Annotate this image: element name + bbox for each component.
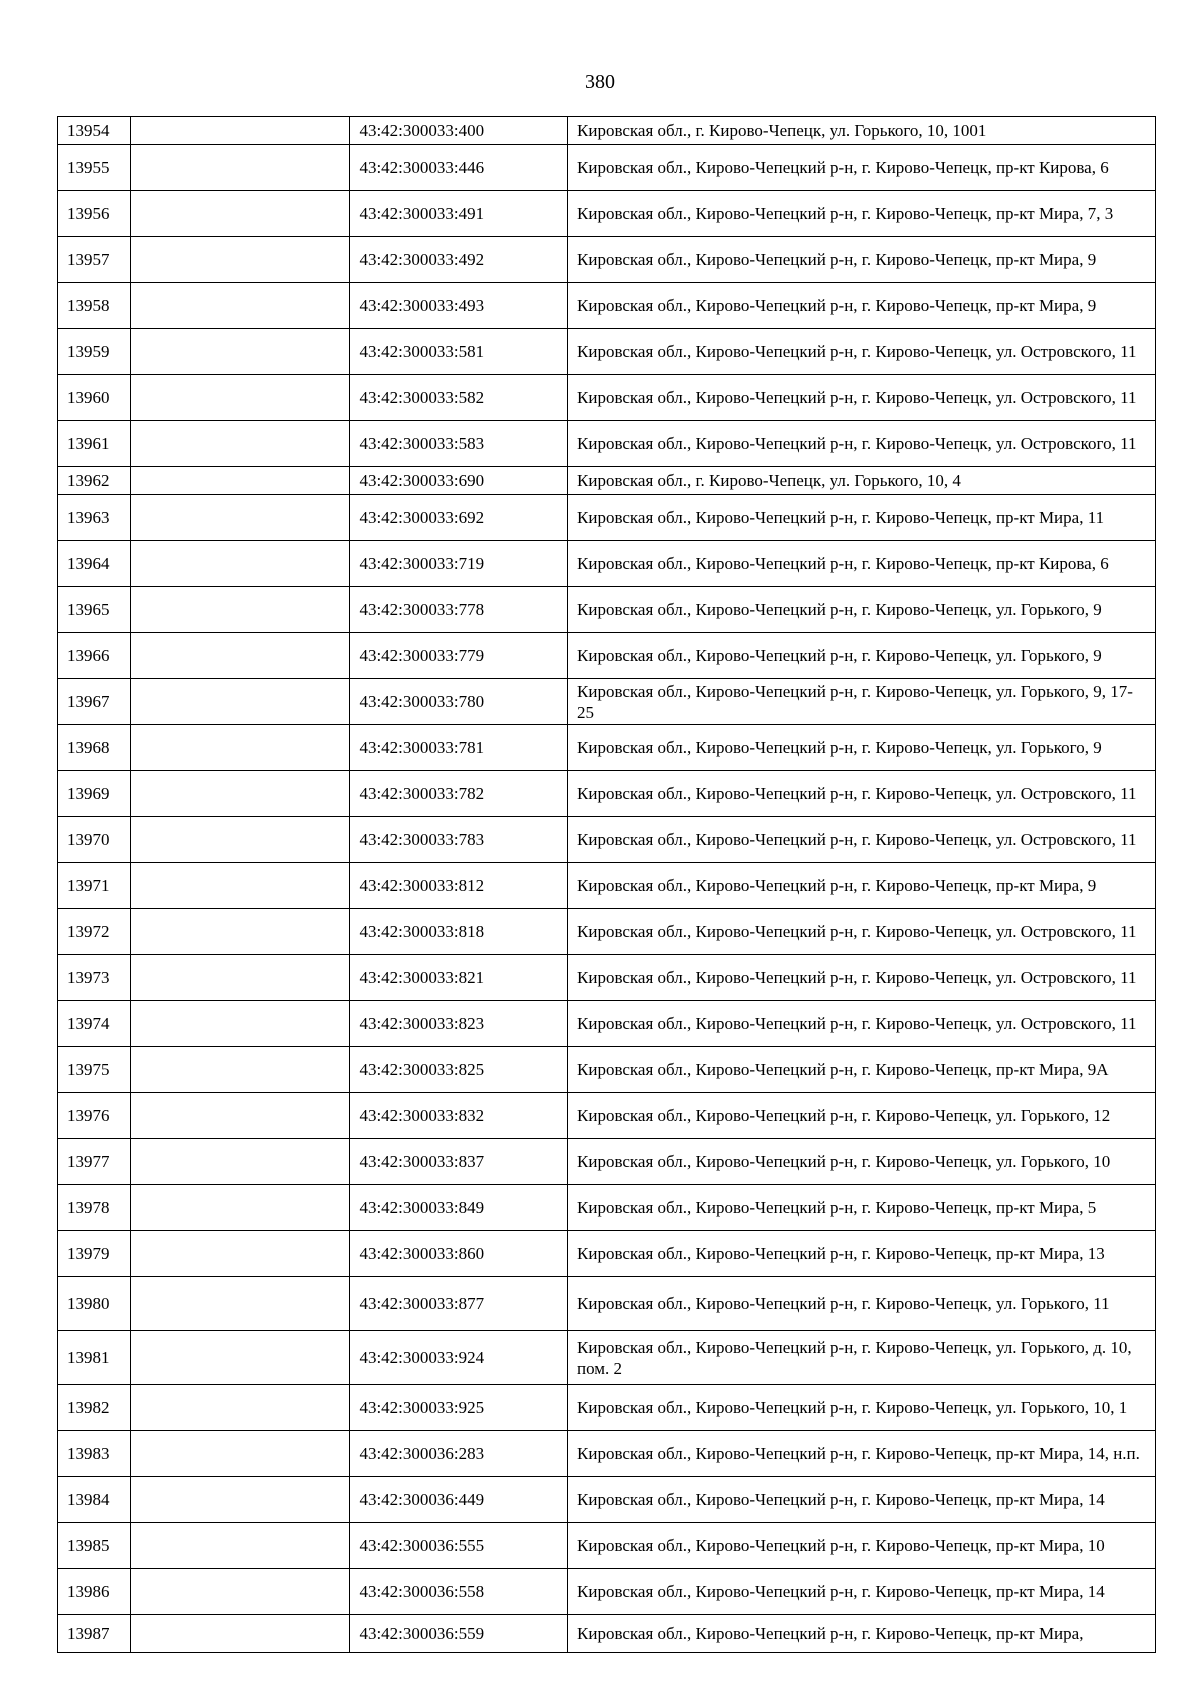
address-cell: Кировская обл., Кирово-Чепецкий р-н, г. Кирово-Чепецк, пр-кт Мира, bbox=[568, 1615, 1156, 1653]
table-row bbox=[58, 1277, 1156, 1331]
blank-cell bbox=[130, 725, 350, 771]
table-row bbox=[58, 863, 1156, 909]
table-row bbox=[58, 909, 1156, 955]
row-number-cell: 13985 bbox=[58, 1523, 131, 1569]
row-number-cell: 13978 bbox=[58, 1185, 131, 1231]
address-cell: Кировская обл., Кирово-Чепецкий р-н, г. Кирово-Чепецк, ул. Горького, 10, 1 bbox=[568, 1385, 1156, 1431]
row-number-cell: 13964 bbox=[58, 541, 131, 587]
table-row bbox=[58, 191, 1156, 237]
blank-cell bbox=[130, 467, 350, 495]
address-cell: Кировская обл., Кирово-Чепецкий р-н, г. Кирово-Чепецк, ул. Островского, 11 bbox=[568, 955, 1156, 1001]
row-number-cell: 13976 bbox=[58, 1093, 131, 1139]
table-row bbox=[58, 679, 1156, 725]
blank-cell bbox=[130, 587, 350, 633]
cadastral-number-cell: 43:42:300033:860 bbox=[350, 1231, 568, 1277]
address-cell: Кировская обл., Кирово-Чепецкий р-н, г. Кирово-Чепецк, ул. Островского, 11 bbox=[568, 909, 1156, 955]
address-cell: Кировская обл., Кирово-Чепецкий р-н, г. Кирово-Чепецк, ул. Горького, д. 10, пом. 2 bbox=[568, 1331, 1156, 1385]
address-cell: Кировская обл., Кирово-Чепецкий р-н, г. Кирово-Чепецк, ул. Островского, 11 bbox=[568, 421, 1156, 467]
table-row bbox=[58, 633, 1156, 679]
blank-cell bbox=[130, 283, 350, 329]
blank-cell bbox=[130, 1385, 350, 1431]
address-cell: Кировская обл., Кирово-Чепецкий р-н, г. Кирово-Чепецк, ул. Островского, 11 bbox=[568, 375, 1156, 421]
blank-cell bbox=[130, 1523, 350, 1569]
blank-cell bbox=[130, 909, 350, 955]
row-number-cell: 13987 bbox=[58, 1615, 131, 1653]
table-row bbox=[58, 467, 1156, 495]
table-row bbox=[58, 955, 1156, 1001]
cadastral-number-cell: 43:42:300033:582 bbox=[350, 375, 568, 421]
address-cell: Кировская обл., Кирово-Чепецкий р-н, г. Кирово-Чепецк, ул. Островского, 11 bbox=[568, 771, 1156, 817]
row-number-cell: 13983 bbox=[58, 1431, 131, 1477]
row-number-cell: 13955 bbox=[58, 145, 131, 191]
blank-cell bbox=[130, 375, 350, 421]
table-row bbox=[58, 1385, 1156, 1431]
table-row bbox=[58, 1001, 1156, 1047]
blank-cell bbox=[130, 1093, 350, 1139]
address-cell: Кировская обл., Кирово-Чепецкий р-н, г. Кирово-Чепецк, пр-кт Кирова, 6 bbox=[568, 541, 1156, 587]
blank-cell bbox=[130, 1185, 350, 1231]
address-cell: Кировская обл., Кирово-Чепецкий р-н, г. Кирово-Чепецк, пр-кт Мира, 9 bbox=[568, 863, 1156, 909]
cadastral-number-cell: 43:42:300033:818 bbox=[350, 909, 568, 955]
blank-cell bbox=[130, 237, 350, 283]
table-row bbox=[58, 817, 1156, 863]
table-row bbox=[58, 421, 1156, 467]
row-number-cell: 13961 bbox=[58, 421, 131, 467]
row-number-cell: 13967 bbox=[58, 679, 131, 725]
blank-cell bbox=[130, 191, 350, 237]
blank-cell bbox=[130, 633, 350, 679]
cadastral-number-cell: 43:42:300033:924 bbox=[350, 1331, 568, 1385]
row-number-cell: 13954 bbox=[58, 117, 131, 145]
row-number-cell: 13984 bbox=[58, 1477, 131, 1523]
row-number-cell: 13966 bbox=[58, 633, 131, 679]
cadastral-number-cell: 43:42:300033:783 bbox=[350, 817, 568, 863]
table-row bbox=[58, 1231, 1156, 1277]
cadastral-number-cell: 43:42:300033:690 bbox=[350, 467, 568, 495]
cadastral-number-cell: 43:42:300033:849 bbox=[350, 1185, 568, 1231]
row-number-cell: 13972 bbox=[58, 909, 131, 955]
address-cell: Кировская обл., Кирово-Чепецкий р-н, г. Кирово-Чепецк, пр-кт Мира, 9 bbox=[568, 237, 1156, 283]
row-number-cell: 13960 bbox=[58, 375, 131, 421]
address-cell: Кировская обл., Кирово-Чепецкий р-н, г. Кирово-Чепецк, пр-кт Мира, 11 bbox=[568, 495, 1156, 541]
row-number-cell: 13975 bbox=[58, 1047, 131, 1093]
address-cell: Кировская обл., Кирово-Чепецкий р-н, г. Кирово-Чепецк, ул. Горького, 9 bbox=[568, 587, 1156, 633]
table-row bbox=[58, 1569, 1156, 1615]
row-number-cell: 13965 bbox=[58, 587, 131, 633]
cadastral-number-cell: 43:42:300033:781 bbox=[350, 725, 568, 771]
row-number-cell: 13979 bbox=[58, 1231, 131, 1277]
table-row bbox=[58, 725, 1156, 771]
table-row bbox=[58, 375, 1156, 421]
blank-cell bbox=[130, 495, 350, 541]
blank-cell bbox=[130, 679, 350, 725]
address-cell: Кировская обл., Кирово-Чепецкий р-н, г. Кирово-Чепецк, ул. Горького, 10 bbox=[568, 1139, 1156, 1185]
cadastral-number-cell: 43:42:300033:837 bbox=[350, 1139, 568, 1185]
cadastral-number-cell: 43:42:300033:583 bbox=[350, 421, 568, 467]
cadastral-number-cell: 43:42:300036:449 bbox=[350, 1477, 568, 1523]
address-cell: Кировская обл., Кирово-Чепецкий р-н, г. Кирово-Чепецк, пр-кт Мира, 14 bbox=[568, 1569, 1156, 1615]
address-cell: Кировская обл., Кирово-Чепецкий р-н, г. Кирово-Чепецк, пр-кт Кирова, 6 bbox=[568, 145, 1156, 191]
address-cell: Кировская обл., Кирово-Чепецкий р-н, г. Кирово-Чепецк, пр-кт Мира, 14 bbox=[568, 1477, 1156, 1523]
table-row bbox=[58, 237, 1156, 283]
blank-cell bbox=[130, 117, 350, 145]
cadastral-number-cell: 43:42:300033:812 bbox=[350, 863, 568, 909]
cadastral-number-cell: 43:42:300033:581 bbox=[350, 329, 568, 375]
blank-cell bbox=[130, 1047, 350, 1093]
cadastral-number-cell: 43:42:300033:780 bbox=[350, 679, 568, 725]
address-cell: Кировская обл., Кирово-Чепецкий р-н, г. Кирово-Чепецк, ул. Горького, 12 bbox=[568, 1093, 1156, 1139]
blank-cell bbox=[130, 955, 350, 1001]
row-number-cell: 13969 bbox=[58, 771, 131, 817]
table-row bbox=[58, 1331, 1156, 1385]
address-cell: Кировская обл., Кирово-Чепецкий р-н, г. Кирово-Чепецк, пр-кт Мира, 10 bbox=[568, 1523, 1156, 1569]
blank-cell bbox=[130, 1001, 350, 1047]
address-cell: Кировская обл., г. Кирово-Чепецк, ул. Горького, 10, 1001 bbox=[568, 117, 1156, 145]
row-number-cell: 13974 bbox=[58, 1001, 131, 1047]
blank-cell bbox=[130, 1477, 350, 1523]
cadastral-number-cell: 43:42:300033:778 bbox=[350, 587, 568, 633]
address-cell: Кировская обл., Кирово-Чепецкий р-н, г. Кирово-Чепецк, ул. Островского, 11 bbox=[568, 329, 1156, 375]
row-number-cell: 13970 bbox=[58, 817, 131, 863]
table-row bbox=[58, 117, 1156, 145]
table-row bbox=[58, 587, 1156, 633]
table-row bbox=[58, 1185, 1156, 1231]
cadastral-number-cell: 43:42:300036:559 bbox=[350, 1615, 568, 1653]
cadastral-number-cell: 43:42:300033:779 bbox=[350, 633, 568, 679]
blank-cell bbox=[130, 771, 350, 817]
table-row bbox=[58, 1615, 1156, 1653]
address-cell: Кировская обл., Кирово-Чепецкий р-н, г. Кирово-Чепецк, ул. Горького, 9, 17-25 bbox=[568, 679, 1156, 725]
row-number-cell: 13962 bbox=[58, 467, 131, 495]
row-number-cell: 13982 bbox=[58, 1385, 131, 1431]
blank-cell bbox=[130, 329, 350, 375]
row-number-cell: 13980 bbox=[58, 1277, 131, 1331]
cadastral-number-cell: 43:42:300033:825 bbox=[350, 1047, 568, 1093]
row-number-cell: 13986 bbox=[58, 1569, 131, 1615]
cadastral-number-cell: 43:42:300033:877 bbox=[350, 1277, 568, 1331]
cadastral-number-cell: 43:42:300033:493 bbox=[350, 283, 568, 329]
table-row bbox=[58, 145, 1156, 191]
cadastral-number-cell: 43:42:300036:558 bbox=[350, 1569, 568, 1615]
row-number-cell: 13963 bbox=[58, 495, 131, 541]
address-cell: Кировская обл., Кирово-Чепецкий р-н, г. Кирово-Чепецк, ул. Островского, 11 bbox=[568, 1001, 1156, 1047]
cadastral-number-cell: 43:42:300033:821 bbox=[350, 955, 568, 1001]
address-cell: Кировская обл., Кирово-Чепецкий р-н, г. Кирово-Чепецк, пр-кт Мира, 13 bbox=[568, 1231, 1156, 1277]
cadastral-number-cell: 43:42:300033:491 bbox=[350, 191, 568, 237]
blank-cell bbox=[130, 817, 350, 863]
table-row bbox=[58, 771, 1156, 817]
registry-table-body bbox=[58, 117, 1156, 1653]
row-number-cell: 13956 bbox=[58, 191, 131, 237]
cadastral-number-cell: 43:42:300036:555 bbox=[350, 1523, 568, 1569]
registry-table bbox=[57, 116, 1156, 1653]
table-row bbox=[58, 329, 1156, 375]
cadastral-number-cell: 43:42:300033:492 bbox=[350, 237, 568, 283]
table-row bbox=[58, 1139, 1156, 1185]
row-number-cell: 13973 bbox=[58, 955, 131, 1001]
row-number-cell: 13971 bbox=[58, 863, 131, 909]
address-cell: Кировская обл., Кирово-Чепецкий р-н, г. Кирово-Чепецк, пр-кт Мира, 5 bbox=[568, 1185, 1156, 1231]
cadastral-number-cell: 43:42:300033:925 bbox=[350, 1385, 568, 1431]
blank-cell bbox=[130, 145, 350, 191]
row-number-cell: 13959 bbox=[58, 329, 131, 375]
table-row bbox=[58, 541, 1156, 587]
blank-cell bbox=[130, 541, 350, 587]
blank-cell bbox=[130, 1331, 350, 1385]
page-number: 380 bbox=[585, 71, 615, 93]
row-number-cell: 13981 bbox=[58, 1331, 131, 1385]
row-number-cell: 13957 bbox=[58, 237, 131, 283]
blank-cell bbox=[130, 421, 350, 467]
table-row bbox=[58, 283, 1156, 329]
address-cell: Кировская обл., Кирово-Чепецкий р-н, г. Кирово-Чепецк, пр-кт Мира, 7, 3 bbox=[568, 191, 1156, 237]
blank-cell bbox=[130, 1139, 350, 1185]
cadastral-number-cell: 43:42:300033:446 bbox=[350, 145, 568, 191]
row-number-cell: 13977 bbox=[58, 1139, 131, 1185]
row-number-cell: 13968 bbox=[58, 725, 131, 771]
address-cell: Кировская обл., Кирово-Чепецкий р-н, г. Кирово-Чепецк, ул. Островского, 11 bbox=[568, 817, 1156, 863]
address-cell: Кировская обл., Кирово-Чепецкий р-н, г. Кирово-Чепецк, пр-кт Мира, 14, н.п. bbox=[568, 1431, 1156, 1477]
table-row bbox=[58, 1477, 1156, 1523]
address-cell: Кировская обл., Кирово-Чепецкий р-н, г. Кирово-Чепецк, ул. Горького, 11 bbox=[568, 1277, 1156, 1331]
blank-cell bbox=[130, 863, 350, 909]
row-number-cell: 13958 bbox=[58, 283, 131, 329]
cadastral-number-cell: 43:42:300033:782 bbox=[350, 771, 568, 817]
table-row bbox=[58, 1431, 1156, 1477]
address-cell: Кировская обл., Кирово-Чепецкий р-н, г. Кирово-Чепецк, ул. Горького, 9 bbox=[568, 633, 1156, 679]
table-row bbox=[58, 1523, 1156, 1569]
cadastral-number-cell: 43:42:300033:823 bbox=[350, 1001, 568, 1047]
blank-cell bbox=[130, 1431, 350, 1477]
cadastral-number-cell: 43:42:300033:832 bbox=[350, 1093, 568, 1139]
cadastral-number-cell: 43:42:300033:719 bbox=[350, 541, 568, 587]
cadastral-number-cell: 43:42:300033:400 bbox=[350, 117, 568, 145]
address-cell: Кировская обл., Кирово-Чепецкий р-н, г. Кирово-Чепецк, пр-кт Мира, 9А bbox=[568, 1047, 1156, 1093]
table-row bbox=[58, 1093, 1156, 1139]
blank-cell bbox=[130, 1231, 350, 1277]
blank-cell bbox=[130, 1615, 350, 1653]
table-row bbox=[58, 1047, 1156, 1093]
cadastral-number-cell: 43:42:300033:692 bbox=[350, 495, 568, 541]
address-cell: Кировская обл., г. Кирово-Чепецк, ул. Горького, 10, 4 bbox=[568, 467, 1156, 495]
blank-cell bbox=[130, 1569, 350, 1615]
blank-cell bbox=[130, 1277, 350, 1331]
address-cell: Кировская обл., Кирово-Чепецкий р-н, г. Кирово-Чепецк, ул. Горького, 9 bbox=[568, 725, 1156, 771]
table-row bbox=[58, 495, 1156, 541]
cadastral-number-cell: 43:42:300036:283 bbox=[350, 1431, 568, 1477]
address-cell: Кировская обл., Кирово-Чепецкий р-н, г. Кирово-Чепецк, пр-кт Мира, 9 bbox=[568, 283, 1156, 329]
